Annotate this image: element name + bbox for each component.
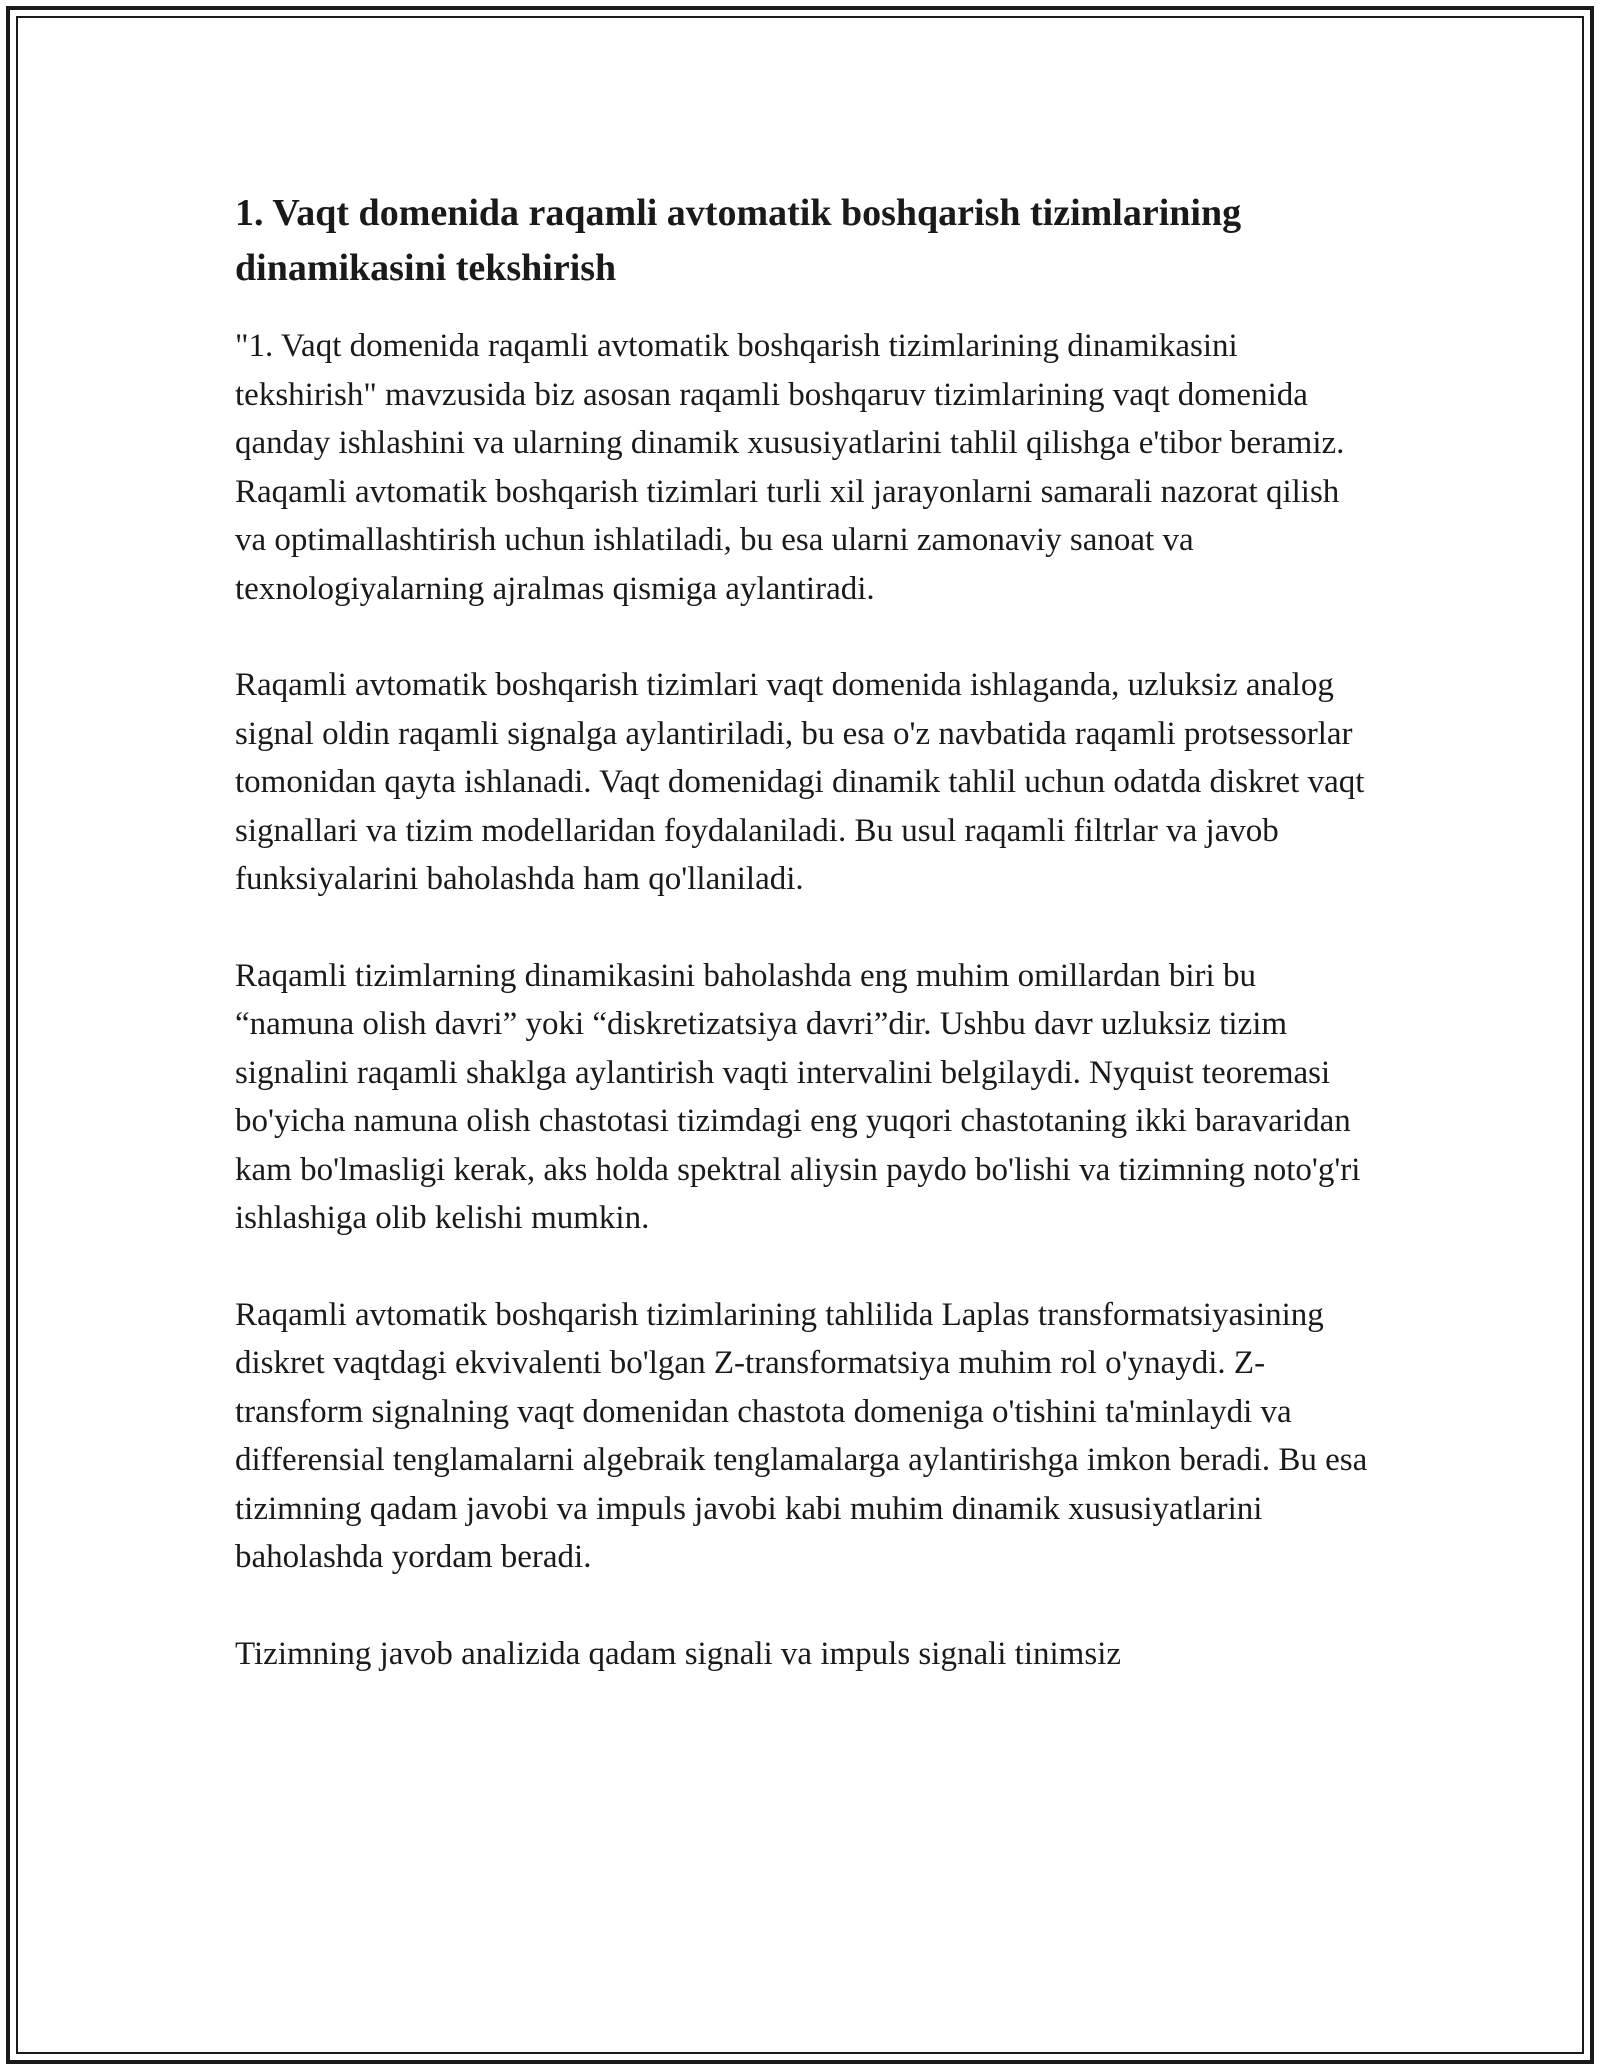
- paragraph-4: Raqamli avtomatik boshqarish tizimlarining tahlilida Laplas transformatsiyasining diskret vaqtdagi ekvivalenti bo'lgan Z-transformatsiya muhim rol o'ynaydi. Z-transform signalning vaqt domenidan chastota domeniga o'tishini ta'minlaydi va differensial tenglamalarni algebraik tenglamalarga aylantirishga imkon beradi. Bu esa tizimning qadam javobi va impuls javobi kabi muhim dinamik xususiyatlarini baholashda yordam beradi.: [235, 1296, 1368, 1575]
- document-title: 1. Vaqt domenida raqamli avtomatik boshqarish tizimlarining dinamikasini tekshirish: [235, 192, 1242, 289]
- paragraph-5: Tizimning javob analizida qadam signali va impuls signali tinimsiz: [235, 1635, 1122, 1672]
- paragraph-3: Raqamli tizimlarning dinamikasini baholashda eng muhim omillardan biri bu “namuna olish davri” yoki “diskretizatsiya davri”dir. Ushbu davr uzluksiz tizim signalini raqamli shaklga aylantirish vaqti intervalini belgilaydi. Nyquist teoremasi bo'yicha namuna olish chastotasi tizimdagi eng yuqori chastotaning ikki baravaridan kam bo'lmasligi kerak, aks holda spektral aliysin paydo bo'lishi va tizimning noto'g'ri ishlashiga olib kelishi mumkin.: [235, 957, 1361, 1236]
- paragraph-2: Raqamli avtomatik boshqarish tizimlari vaqt domenida ishlaganda, uzluksiz analog signal oldin raqamli signalga aylantiriladi, bu esa o'z navbatida raqamli protsessorlar tomonidan qayta ishlanadi. Vaqt domenidagi dinamik tahlil uchun odatda diskret vaqt signallari va tizim modellaridan foydalaniladi. Bu usul raqamli filtrlar va javob funksiyalarini baholashda ham qo'llaniladi.: [235, 667, 1365, 897]
- paragraph-1: "1. Vaqt domenida raqamli avtomatik boshqarish tizimlarining dinamikasini tekshirish" mavzusida biz asosan raqamli boshqaruv tizimlarining vaqt domenida qanday ishlashini va ularning dinamik xususiyatlarini tahlil qilishga e'tibor beramiz. Raqamli avtomatik boshqarish tizimlari turli xil jarayonlarni samarali nazorat qilish va optimallashtirish uchun ishlatiladi, bu esa ularni zamonaviy sanoat va texnologiyalarning ajralmas qismiga aylantiradi.: [235, 328, 1345, 607]
- document-body: [235, 186, 1370, 1726]
